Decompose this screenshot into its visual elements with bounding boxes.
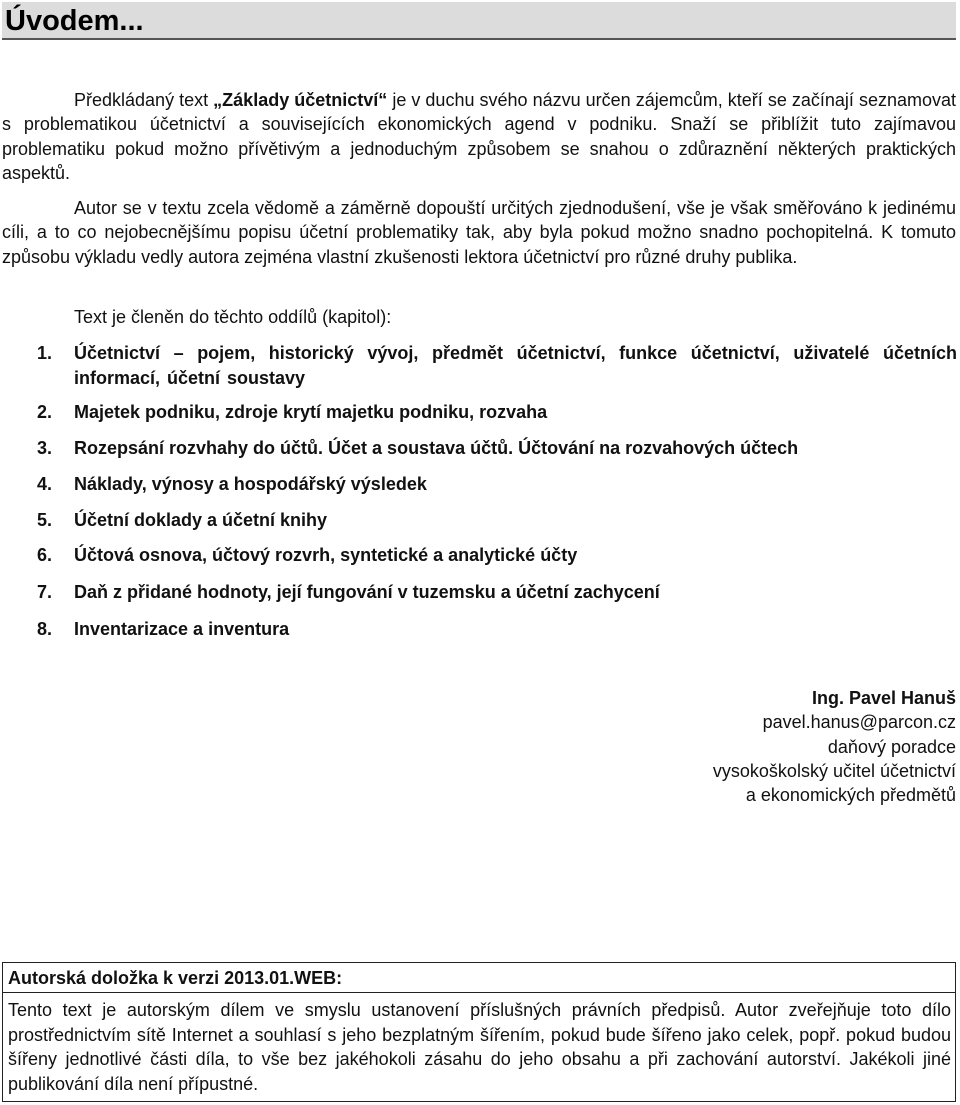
chapter-number: 4. — [37, 474, 53, 494]
chapter-title: Účtová osnova, účtový rozvrh, syntetické a analytické účty — [74, 545, 578, 565]
copyright-note-title: Autorská doložka k verzi 2013.01.WEB: — [3, 963, 955, 993]
author-email: pavel.hanus@parcon.cz — [762, 712, 956, 733]
intro-paragraph-1-start: Předkládaný text — [74, 90, 214, 110]
copyright-note-box — [2, 962, 956, 1102]
intro-paragraph-1-rest: je v duchu svého názvu určen zájemcům, kteří se začínají seznamovat s problematikou účetnictví a souvisejících ekonomických agend v podniku. Snaží se přiblížit tuto zajímavou problematiku pokud možno přívětivým a jednoduchým způsobem se snahou o zdůraznění některých praktických aspektů. — [2, 90, 957, 184]
author-role: daňový poradce — [827, 736, 956, 757]
chapter-number: 6. — [37, 545, 53, 565]
author-signature — [713, 686, 956, 807]
chapter-title: Náklady, výnosy a hospodářský výsledek — [74, 474, 427, 494]
heading-bar — [2, 2, 956, 40]
copyright-note-text: Tento text je autorským dílem ve smyslu ustanovení příslušných právních předpisů. Autor zveřejňuje toto dílo prostřednictvím sítě Internet a souhlasí s jeho bezplatným šířením, pokud bude šířeno jako celek, popř. pokud budou šířeny jednotlivé části díla, to vše bez jakéhokoli zásahu do jeho obsahu a při zachování autorství. Jakékoli jiné publikování díla není přípustné. — [8, 1000, 951, 1094]
chapter-number: 7. — [37, 582, 53, 602]
chapter-number: 5. — [37, 510, 53, 530]
book-title: „Základy účetnictví“ — [213, 90, 388, 110]
chapter-title: Inventarizace a inventura — [74, 619, 290, 639]
chapter-title: Účetní doklady a účetní knihy — [74, 510, 328, 530]
intro-paragraph-1 — [2, 88, 956, 186]
chapter-title: Rozepsání rozvhahy do účtů. Účet a soustava účtů. Účtování na rozvahových účtech — [74, 438, 799, 458]
chapter-title: Majetek podniku, zdroje krytí majetku podniku, rozvaha — [74, 402, 548, 422]
chapter-number: 1. — [37, 343, 53, 363]
author-role: a ekonomických předmětů — [745, 785, 956, 806]
chapter-number: 2. — [37, 402, 53, 422]
author-name: Ing. Pavel Hanuš — [811, 688, 956, 708]
toc-intro: Text je členěn do těchto oddílů (kapitol): — [74, 307, 392, 327]
page-title: Úvodem... — [5, 5, 144, 37]
chapter-title: Účetnictví – pojem, historický vývoj, předmět účetnictví, funkce účetnictví, uživatelé účetních informací, účetní soustavy — [74, 343, 957, 388]
chapter-number: 3. — [37, 438, 53, 458]
intro-paragraph-2: Autor se v textu zcela vědomě a záměrně dopouští určitých zjednodušení, vše je však směřováno k jedinému cíli, a to co nejobecnějšímu popisu účetní problematiky tak, aby byla pokud možno snadno pochopitelná. K tomuto způsobu výkladu vedly autora zejména vlastní zkušenosti lektora účetnictví pro různé druhy publika. — [2, 198, 956, 267]
chapter-title: Daň z přidané hodnoty, její fungování v tuzemsku a účetní zachycení — [74, 582, 660, 602]
chapter-number: 8. — [37, 619, 53, 639]
author-role: vysokoškolský učitel účetnictví — [712, 760, 956, 781]
